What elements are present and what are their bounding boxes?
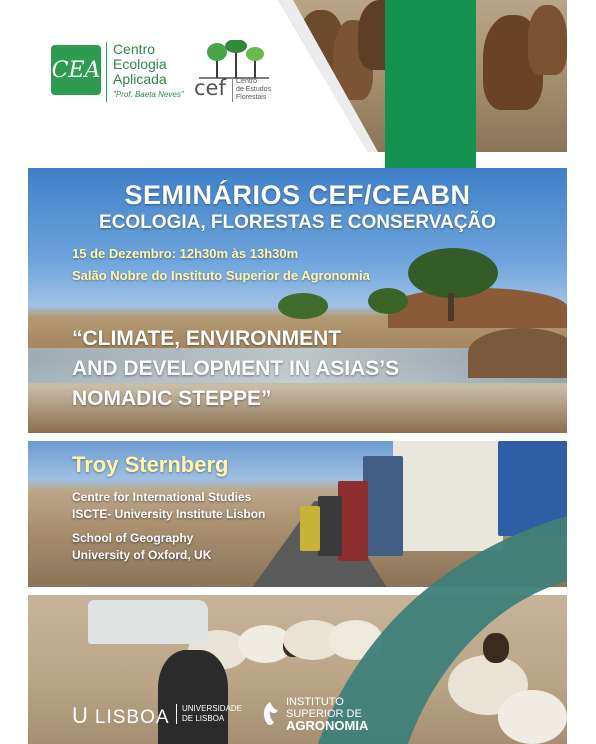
cef-logo-text: cef <box>194 76 226 100</box>
ulisboa-logo: U LISBOA <box>72 703 170 728</box>
ecology-logo-text: Centro Ecologia Aplicada "Prof. Baeta Neves" <box>106 42 184 102</box>
poster <box>28 0 567 744</box>
speaker-name: Troy Sternberg <box>72 452 229 477</box>
speaker-affiliation: School of Geography <box>72 531 194 545</box>
talk-title <box>72 324 399 414</box>
speaker-affiliation: ISCTE- University Institute Lisbon <box>72 507 266 521</box>
talk-title-line: “CLIMATE, ENVIRONMENT <box>72 327 342 350</box>
isa-emblem-icon <box>258 700 282 728</box>
talk-title-line: NOMADIC STEPPE” <box>72 387 272 410</box>
ecology-logo-icon: CEA <box>51 45 101 95</box>
series-subtitle: ECOLOGIA, FLORESTAS E CONSERVAÇÃO <box>99 212 496 233</box>
series-title: SEMINÁRIOS CEF/CEABN <box>124 180 471 210</box>
event-venue: Salão Nobre do Instituto Superior de Agronomia <box>72 268 370 283</box>
green-accent-bar <box>385 0 476 168</box>
speaker-affiliation: Centre for International Studies <box>72 490 252 504</box>
talk-title-line: AND DEVELOPMENT IN ASIAS’S <box>72 357 400 380</box>
event-date: 15 de Dezembro: 12h30m às 13h30m <box>72 246 299 261</box>
ulisboa-subtitle: UNIVERSIDADE DE LISBOA <box>176 704 242 724</box>
speaker-affiliation: University of Oxford, UK <box>72 548 212 562</box>
cef-logo-subtitle: Centro de Estudos Florestais <box>232 78 271 102</box>
isa-logo: INSTITUTO SUPERIOR DE AGRONOMIA <box>286 696 369 733</box>
